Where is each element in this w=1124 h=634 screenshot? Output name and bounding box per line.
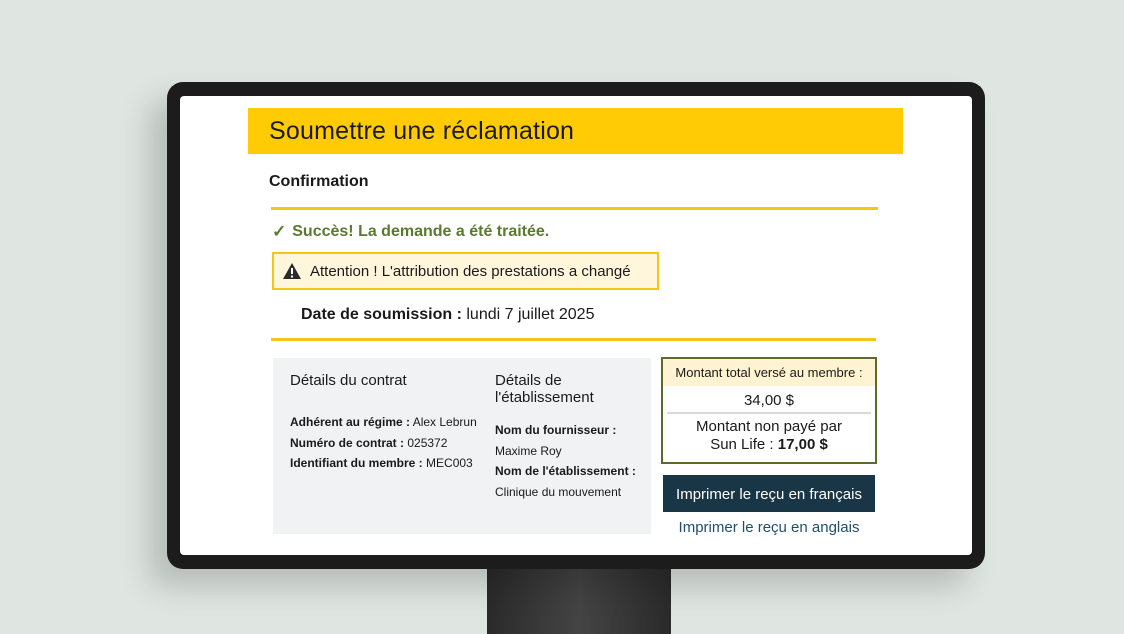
warning-alert bbox=[272, 252, 659, 290]
success-message bbox=[272, 222, 549, 242]
establishment-details bbox=[495, 372, 645, 502]
monitor-frame bbox=[167, 82, 985, 569]
submission-date-label: Date de soumission : bbox=[301, 306, 462, 323]
unpaid-amount bbox=[663, 414, 875, 454]
detail-value: 025372 bbox=[407, 435, 448, 450]
detail-row bbox=[290, 453, 490, 474]
submission-date-value: lundi 7 juillet 2025 bbox=[466, 306, 595, 323]
detail-label: Identifiant du membre : bbox=[290, 456, 423, 470]
submission-date bbox=[301, 306, 594, 324]
unpaid-amount-value: 17,00 $ bbox=[777, 436, 828, 453]
page-title: Soumettre une réclamation bbox=[269, 117, 575, 145]
check-icon: ✓ bbox=[272, 222, 287, 241]
unpaid-amount-label: Sun Life : bbox=[710, 436, 774, 453]
warning-triangle-icon bbox=[282, 262, 302, 280]
establishment-details-heading bbox=[495, 372, 645, 406]
details-panel bbox=[273, 358, 651, 534]
unpaid-amount-line bbox=[663, 436, 875, 454]
clinic-value: Clinique du mouvement bbox=[495, 484, 622, 499]
divider bbox=[271, 338, 876, 341]
detail-value: Alex Lebrun bbox=[412, 415, 477, 429]
detail-row bbox=[290, 412, 490, 433]
heading-line: l'établissement bbox=[495, 389, 594, 406]
contract-details bbox=[290, 372, 490, 474]
detail-label: Adhérent au régime : bbox=[290, 415, 411, 429]
monitor-stand bbox=[487, 560, 671, 634]
screen bbox=[180, 96, 972, 555]
section-title: Confirmation bbox=[269, 173, 369, 190]
print-receipt-english-link[interactable]: Imprimer le reçu en anglais bbox=[678, 519, 860, 536]
paid-amount-value: 34,00 $ bbox=[743, 392, 795, 409]
print-receipt-french-button[interactable]: Imprimer le reçu en français bbox=[663, 475, 875, 512]
success-text: Succès! La demande a été traitée. bbox=[292, 223, 550, 240]
paid-amount-label: Montant total versé au membre : bbox=[663, 359, 875, 386]
provider-label: Nom du fournisseur : bbox=[495, 423, 617, 437]
detail-row bbox=[290, 433, 490, 454]
page-header-banner bbox=[248, 108, 903, 154]
detail-value: MEC003 bbox=[426, 456, 473, 470]
contract-details-heading: Détails du contrat bbox=[290, 372, 407, 389]
amount-summary bbox=[661, 357, 877, 464]
heading-line: Détails de bbox=[495, 372, 562, 389]
alert-text: Attention ! L'attribution des prestations a changé bbox=[310, 262, 631, 280]
divider bbox=[271, 207, 878, 210]
detail-label: Numéro de contrat : bbox=[290, 435, 405, 450]
clinic-label: Nom de l'établissement : bbox=[495, 464, 636, 478]
unpaid-amount-label: Montant non payé par bbox=[696, 418, 842, 435]
provider-value: Maxime Roy bbox=[495, 443, 562, 458]
